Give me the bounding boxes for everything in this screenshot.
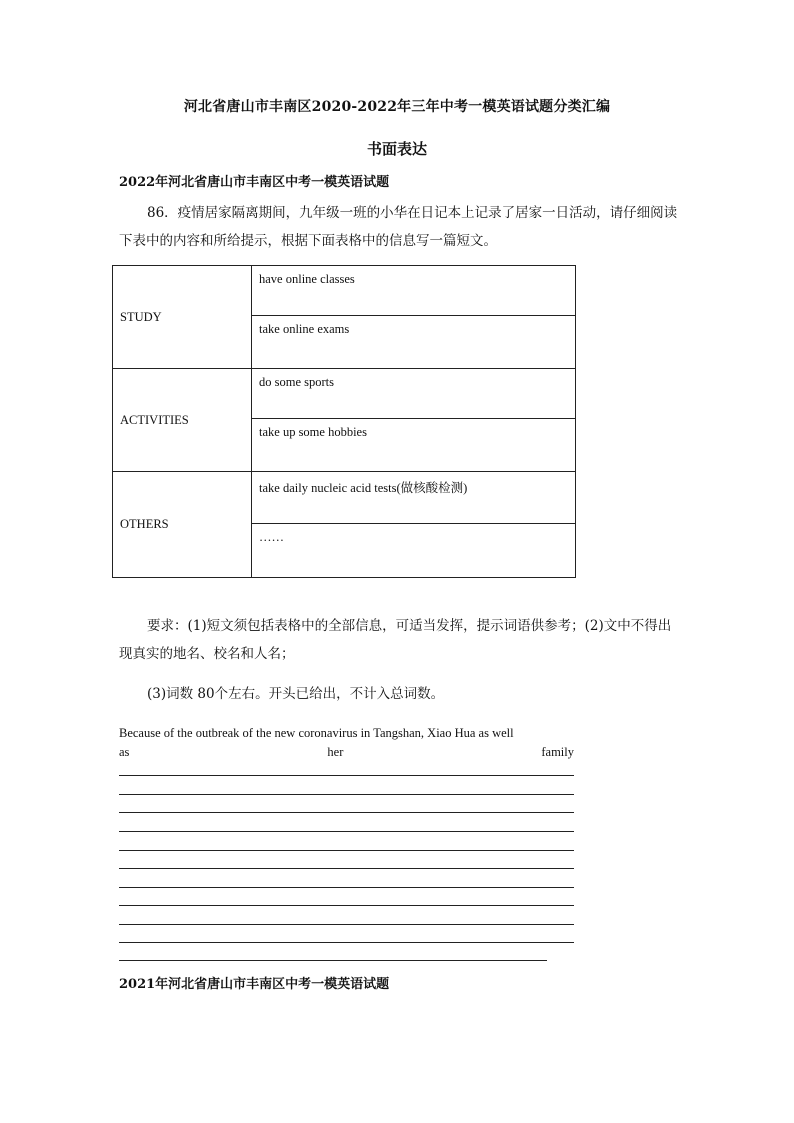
opening-word: her — [327, 745, 344, 759]
opening-word: as — [119, 745, 130, 759]
essay-opening — [119, 724, 574, 762]
category-others: OTHERS — [113, 472, 252, 578]
writing-line — [119, 775, 574, 776]
question-intro: 86．疫情居家隔离期间，九年级一班的小华在日记本上记录了居家一日活动，请仔细阅读下表中的内容和所给提示，根据下面表格中的信息写一篇短文。 — [119, 205, 678, 249]
requirements-1: 要求：(1)短文须包括表格中的全部信息，可适当发挥，提示词语供参考；(2)文中不得出现真实的地名、校名和人名； — [119, 618, 672, 662]
category-activities: ACTIVITIES — [113, 369, 252, 472]
writing-line — [119, 905, 574, 906]
table-row — [113, 266, 576, 316]
table-cell: do some sports — [252, 369, 576, 419]
info-table — [112, 265, 576, 578]
writing-line — [119, 812, 574, 813]
opening-line-2 — [119, 743, 574, 762]
table-cell: …… — [252, 524, 576, 578]
category-study: STUDY — [113, 266, 252, 369]
writing-line — [119, 850, 574, 851]
opening-line-1: Because of the outbreak of the new coronavirus in Tangshan, Xiao Hua as well — [119, 726, 514, 740]
writing-line — [119, 831, 574, 832]
writing-line — [119, 942, 574, 943]
writing-line — [119, 960, 547, 961]
writing-line — [119, 887, 574, 888]
table-cell: take daily nucleic acid tests(做核酸检测) — [252, 472, 576, 524]
requirements-2: (3)词数 80个左右。开头已给出，不计入总词数。 — [147, 686, 445, 702]
document-title: 河北省唐山市丰南区2020-2022年三年中考一模英语试题分类汇编 — [183, 99, 611, 115]
table-cell: have online classes — [252, 266, 576, 316]
section-title: 书面表达 — [366, 140, 427, 158]
subtitle-2022: 2022年河北省唐山市丰南区中考一模英语试题 — [119, 175, 390, 190]
table-row — [113, 369, 576, 419]
table-row — [113, 472, 576, 524]
writing-line — [119, 924, 574, 925]
subtitle-2021: 2021年河北省唐山市丰南区中考一模英语试题 — [119, 977, 390, 992]
writing-line — [119, 868, 574, 869]
table-cell: take up some hobbies — [252, 419, 576, 472]
writing-line — [119, 794, 574, 795]
table-cell: take online exams — [252, 316, 576, 369]
opening-word: family — [541, 745, 574, 759]
